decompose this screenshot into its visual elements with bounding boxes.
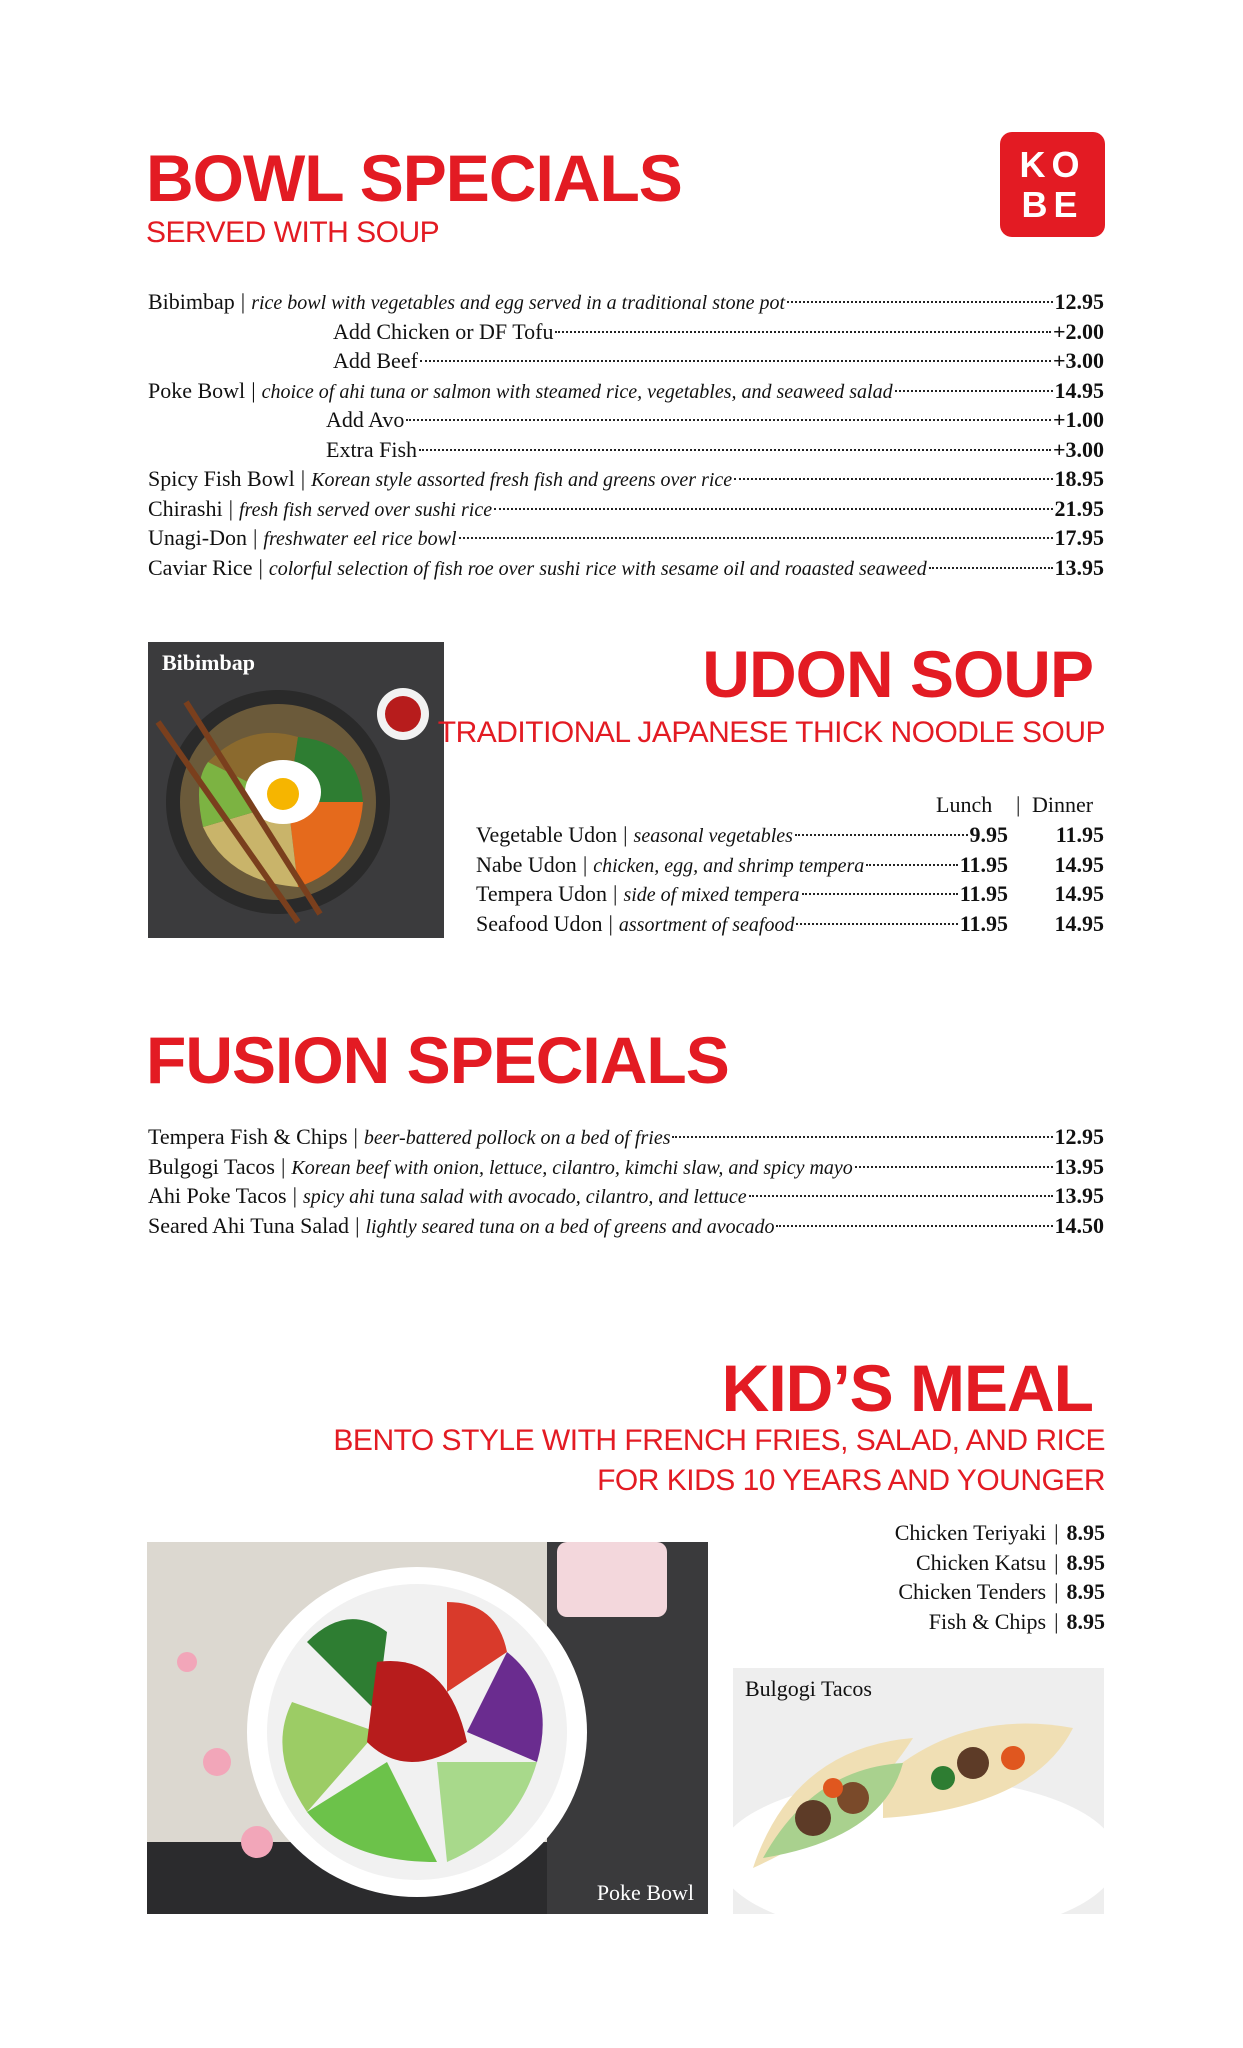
item-price: 13.95 [1054, 1183, 1104, 1208]
item-description: freshwater eel rice bowl [263, 528, 457, 550]
item-price-dinner: 14.95 [1054, 851, 1104, 877]
item-name: Spicy Fish Bowl [148, 466, 295, 491]
item-price: +3.00 [1052, 436, 1104, 462]
item-description: colorful selection of fish roe over sushi rice with sesame oil and roaasted seaweed [268, 557, 927, 580]
item-description: side of mixed tempera [623, 884, 800, 906]
item-name: Chicken Teriyaki [894, 1520, 1047, 1545]
udon-soup-subtitle: TRADITIONAL JAPANESE THICK NOODLE SOUP [437, 716, 1105, 749]
fusion-item-row [148, 1122, 1104, 1153]
item-price: 8.95 [1066, 1608, 1105, 1634]
udon-item-row [476, 909, 1104, 940]
leader-dots [672, 1136, 1052, 1138]
kids-item-row [916, 1548, 1105, 1577]
leader-dots [555, 331, 1050, 333]
kids-meal-subtitle-2: FOR KIDS 10 YEARS AND YOUNGER [597, 1464, 1105, 1497]
item-name: Bulgogi Tacos [148, 1153, 275, 1179]
item-price: 14.95 [1054, 377, 1104, 403]
item-price-dinner: 14.95 [1054, 910, 1104, 936]
item-separator: | [613, 881, 618, 906]
item-price: 8.95 [1066, 1549, 1105, 1575]
item-name: Ahi Poke Tacos [148, 1183, 287, 1208]
item-price: 17.95 [1054, 525, 1104, 550]
bibimbap-photo [148, 642, 444, 938]
item-name: Fish & Chips [928, 1608, 1047, 1634]
item-description: choice of ahi tuna or salmon with steamed rice, vegetables, and seaweed salad [261, 380, 893, 403]
poke-bowl-photo [147, 1542, 708, 1914]
item-name: Chicken Tenders [898, 1579, 1047, 1604]
item-separator: | [608, 910, 613, 936]
item-description: beer-battered pollock on a bed of fries [363, 1127, 671, 1149]
item-name: Vegetable Udon [476, 822, 618, 847]
item-name: Add Beef [333, 348, 418, 373]
leader-dots [734, 478, 1052, 480]
bowl-specials-title: BOWL SPECIALS [146, 141, 682, 215]
item-price: 13.95 [1054, 554, 1104, 580]
menu-item-row [333, 317, 1104, 346]
logo-line-1: KO [1019, 143, 1086, 185]
menu-item-row [148, 553, 1104, 584]
item-name: Unagi-Don [148, 525, 247, 550]
udon-header-separator: | [1016, 792, 1021, 817]
item-price: 13.95 [1054, 1153, 1104, 1179]
item-name: Bibimbap [148, 289, 235, 314]
leader-dots [929, 567, 1053, 569]
menu-item-row [326, 405, 1104, 434]
kobe-logo [1000, 132, 1105, 237]
kids-meal-title: KID’S MEAL [721, 1351, 1093, 1425]
leader-dots [802, 893, 958, 895]
item-name: Poke Bowl [148, 377, 246, 403]
kids-item-row [895, 1518, 1105, 1547]
item-price: 8.95 [1066, 1520, 1105, 1545]
item-price-dinner: 11.95 [1055, 822, 1104, 847]
item-name: Extra Fish [326, 436, 418, 462]
item-name: Tempera Fish & Chips [148, 1124, 348, 1149]
item-separator: | [240, 289, 246, 314]
item-description: spicy ahi tuna salad with avocado, cilantro, and lettuce [303, 1186, 747, 1208]
leader-dots [749, 1195, 1053, 1197]
bulgogi-tacos-illustration [733, 1668, 1104, 1914]
item-price-lunch: 11.95 [959, 881, 1008, 906]
item-name: Tempera Udon [476, 881, 608, 906]
item-separator: | [252, 525, 258, 550]
udon-item-row [476, 820, 1104, 851]
item-price-lunch: 9.95 [969, 822, 1008, 847]
bibimbap-illustration [148, 642, 444, 938]
item-description: fresh fish served over sushi rice [238, 498, 493, 521]
item-name: Add Avo [326, 407, 405, 432]
item-description: rice bowl with vegetables and egg served in a traditional stone pot [251, 292, 786, 314]
kids-item-row [898, 1577, 1105, 1606]
item-separator: | [300, 466, 306, 491]
fusion-item-row [148, 1152, 1104, 1183]
leader-dots [420, 360, 1051, 362]
photo-caption-bibimbap: Bibimbap [162, 650, 255, 675]
leader-dots [459, 537, 1053, 539]
item-separator: | [228, 495, 233, 521]
item-separator: | [353, 1124, 358, 1149]
photo-caption-poke-bowl: Poke Bowl [596, 1880, 694, 1905]
udon-dinner-header: Dinner [1032, 792, 1094, 817]
item-description: Korean style assorted fresh fish and greens over rice [311, 469, 733, 491]
item-separator: | [1054, 1608, 1059, 1634]
kids-item-row [929, 1607, 1105, 1636]
leader-dots [787, 301, 1052, 303]
item-price: 21.95 [1054, 495, 1104, 521]
item-description: chicken, egg, and shrimp tempera [593, 854, 865, 877]
menu-item-row [148, 464, 1104, 495]
item-name: Caviar Rice [148, 554, 253, 580]
menu-item-row [148, 523, 1104, 554]
leader-dots [419, 449, 1051, 451]
item-name: Chirashi [148, 495, 223, 521]
item-description: seasonal vegetables [633, 825, 793, 847]
leader-dots [796, 923, 957, 925]
udon-soup-title: UDON SOUP [702, 637, 1093, 711]
item-price: 8.95 [1066, 1579, 1105, 1604]
poke-bowl-illustration [147, 1542, 708, 1914]
item-separator: | [582, 851, 588, 877]
logo-line-2: BE [1021, 183, 1084, 225]
item-price: 14.50 [1054, 1212, 1104, 1238]
item-price-lunch: 11.95 [959, 910, 1008, 936]
udon-lunch-header: Lunch [936, 792, 993, 817]
item-price-lunch: 11.95 [959, 851, 1008, 877]
leader-dots [895, 390, 1053, 392]
fusion-item-row [148, 1211, 1104, 1242]
fusion-item-row [148, 1181, 1104, 1212]
item-name: Seared Ahi Tuna Salad [148, 1212, 350, 1238]
item-name: Chicken Katsu [915, 1549, 1047, 1575]
item-separator: | [292, 1183, 298, 1208]
leader-dots [866, 864, 957, 866]
item-description: lightly seared tuna on a bed of greens and avocado [365, 1215, 775, 1238]
item-separator: | [623, 822, 628, 847]
bulgogi-tacos-photo [733, 1668, 1104, 1914]
leader-dots [795, 834, 968, 836]
item-price: +3.00 [1052, 348, 1104, 373]
udon-item-row [476, 879, 1104, 910]
leader-dots [855, 1166, 1053, 1168]
item-description: Korean beef with onion, lettuce, cilantro, kimchi slaw, and spicy mayo [291, 1156, 853, 1179]
item-separator: | [1054, 1549, 1059, 1575]
item-price: 12.95 [1054, 1124, 1104, 1149]
menu-item-row [333, 346, 1104, 375]
item-price: +1.00 [1052, 407, 1104, 432]
item-separator: | [1054, 1520, 1059, 1545]
leader-dots [776, 1225, 1052, 1227]
item-name: Add Chicken or DF Tofu [333, 318, 554, 344]
udon-item-row [476, 850, 1104, 881]
item-separator: | [1054, 1579, 1059, 1604]
item-separator: | [251, 377, 256, 403]
menu-item-row [148, 287, 1104, 318]
item-name: Seafood Udon [476, 910, 603, 936]
item-price: +2.00 [1052, 318, 1104, 344]
menu-item-row [326, 435, 1104, 464]
fusion-specials-title: FUSION SPECIALS [146, 1023, 729, 1097]
bowl-specials-subtitle: SERVED WITH SOUP [146, 216, 440, 249]
item-separator: | [281, 1153, 286, 1179]
item-separator: | [355, 1212, 360, 1238]
item-price: 12.95 [1054, 289, 1104, 314]
kids-meal-subtitle-1: BENTO STYLE WITH FRENCH FRIES, SALAD, AND RICE [333, 1424, 1105, 1457]
leader-dots [494, 508, 1052, 510]
item-description: assortment of seafood [618, 913, 795, 936]
photo-caption-bulgogi-tacos: Bulgogi Tacos [745, 1676, 872, 1701]
item-price-dinner: 14.95 [1054, 881, 1104, 906]
menu-item-row [148, 494, 1104, 525]
menu-item-row [148, 376, 1104, 407]
item-separator: | [258, 554, 263, 580]
leader-dots [406, 419, 1051, 421]
item-name: Nabe Udon [476, 851, 577, 877]
item-price: 18.95 [1054, 466, 1104, 491]
